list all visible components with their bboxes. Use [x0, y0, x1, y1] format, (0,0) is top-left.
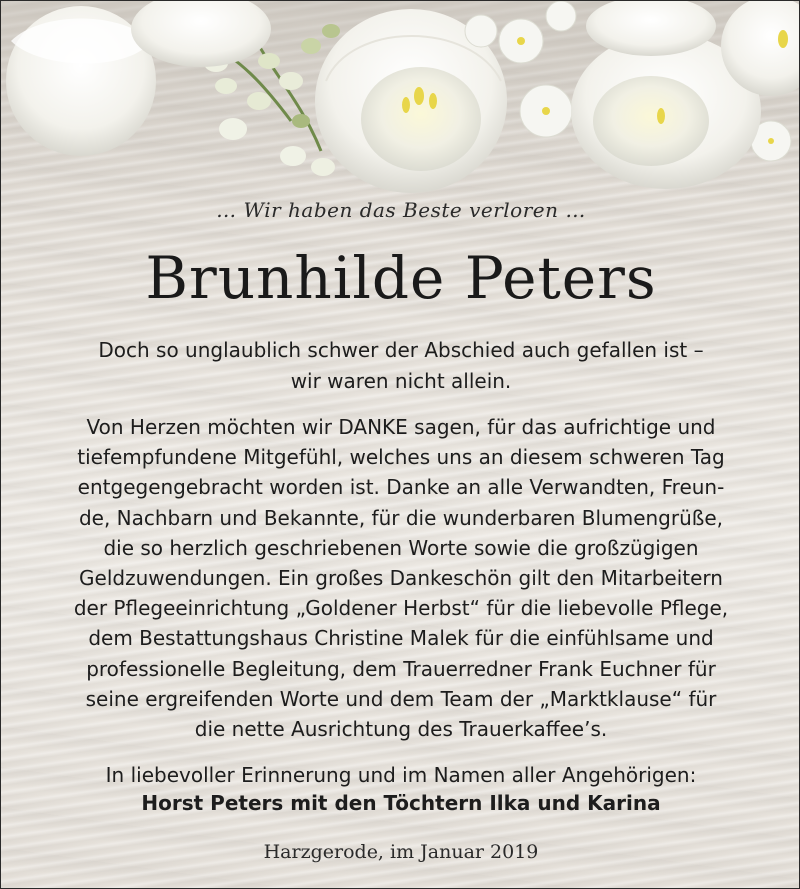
lead-line: Doch so unglaublich schwer der Abschied auch gefallen ist –	[98, 338, 704, 362]
tagline: … Wir haben das Beste verloren …	[216, 198, 586, 222]
body-line: dem Bestattungshaus Christine Malek für die einfühlsame und	[88, 626, 714, 651]
closing-block	[1, 761, 800, 817]
body-line: die so herzlich geschriebenen Worte sowie die großzügigen	[103, 535, 699, 560]
place-date: Harzgerode, im Januar 2019	[263, 841, 539, 863]
white-tulips-decoration	[1, 1, 800, 201]
body-line: professionelle Begleitung, dem Trauerredner Frank Euchner für	[86, 656, 716, 681]
lead-line: wir waren nicht allein.	[290, 369, 512, 393]
deceased-name: Brunhilde Peters	[145, 244, 657, 312]
body-line: de, Nachbarn und Bekannte, für die wunderbaren Blumengrüße,	[78, 505, 724, 530]
signers: Horst Peters mit den Töchtern Ilka und Karina	[141, 791, 661, 815]
body-line: tiefempfundene Mitgefühl, welches uns an diesem schweren Tag	[77, 445, 725, 470]
body-line: die nette Ausrichtung des Trauerkaffee’s.	[194, 717, 608, 742]
body-line: entgegengebracht worden ist. Danke an alle Verwandten, Freun-	[77, 475, 725, 500]
thanks-paragraph	[1, 412, 800, 744]
lead-paragraph	[1, 335, 800, 397]
body-line: Geldzuwendungen. Ein großes Dankeschön gilt den Mitarbeitern	[79, 566, 723, 591]
closing-line: In liebevoller Erinnerung und im Namen aller Angehörigen:	[105, 763, 697, 787]
body-line: Von Herzen möchten wir DANKE sagen, für das aufrichtige und	[86, 415, 716, 439]
body-line: seine ergreifenden Worte und dem Team der „Marktklause“ für	[85, 686, 717, 711]
body-line: der Pflegeeinrichtung „Goldener Herbst“ für die liebevolle Pflege,	[73, 596, 729, 621]
